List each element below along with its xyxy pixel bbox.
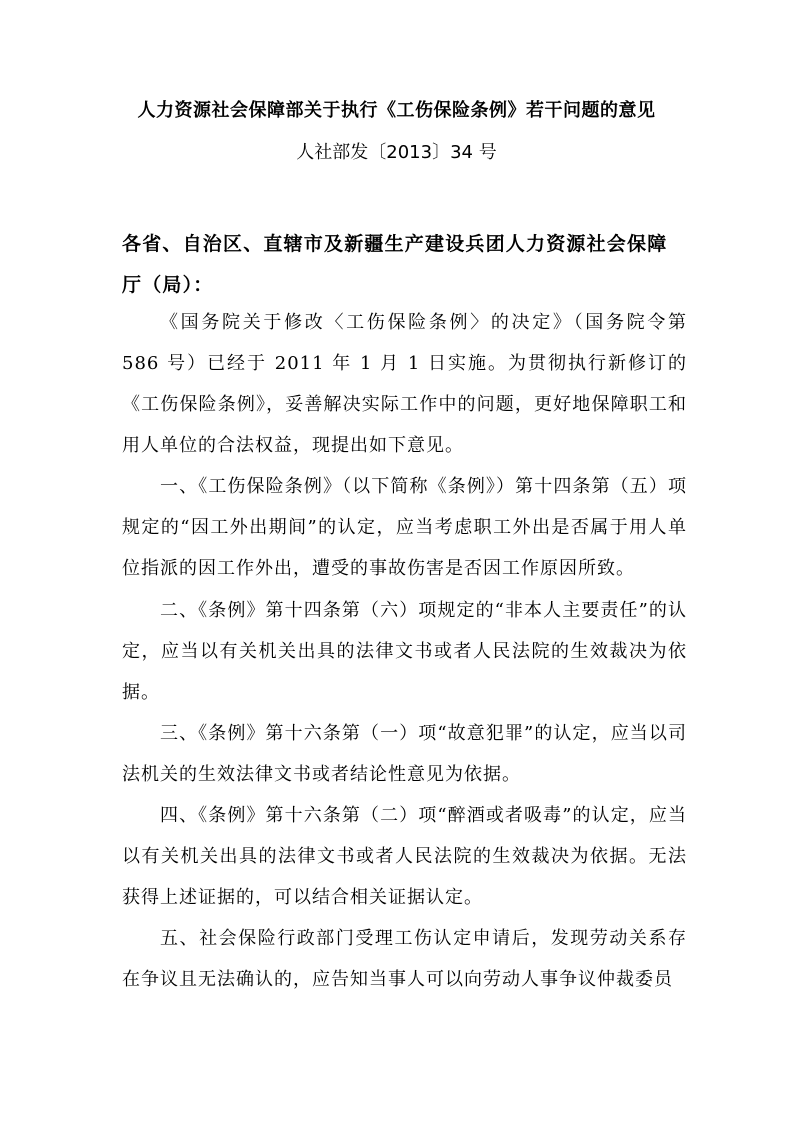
paragraph-item-2: 二、《条例》第十四条第（六）项规定的“非本人主要责任”的认定，应当以有关机关出具的法律文书或者人民法院的生效裁决为依据。 (122, 600, 687, 703)
paragraph-item-4: 四、《条例》第十六条第（二）项“醉酒或者吸毒”的认定，应当以有关机关出具的法律文书或者人民法院的生效裁决为依据。无法获得上述证据的，可以结合相关证据认定。 (122, 805, 687, 908)
document-number: 人社部发〔2013〕34 号 (296, 142, 497, 163)
paragraph-item-3: 三、《条例》第十六条第（一）项“故意犯罪”的认定，应当以司法机关的生效法律文书或者结论性意见为依据。 (122, 723, 687, 785)
document-title: 人力资源社会保障部关于执行《工伤保险条例》若干问题的意见 (137, 100, 656, 121)
addressee: 各省、自治区、直辖市及新疆生产建设兵团人力资源社会保障厅（局）： (122, 233, 668, 296)
paragraph-item-1: 一、《工伤保险条例》（以下简称《条例》）第十四条第（五）项规定的“因工外出期间”的认定，应当考虑职工外出是否属于用人单位指派的因工作外出，遭受的事故伤害是否因工作原因所致。 (122, 476, 687, 579)
paragraph-item-5: 五、社会保险行政部门受理工伤认定申请后，发现劳动关系存在争议且无法确认的，应告知当事人可以向劳动人事争议仲裁委员 (122, 928, 687, 990)
paragraph-intro: 《国务院关于修改〈工伤保险条例〉的决定》（国务院令第 586 号）已经于 2011 年 1 月 1 日实施。为贯彻执行新修订的《工伤保险条例》，妥善解决实际工作中的问题，更好地保障职工和用人单位的合法权益，现提出如下意见。 (122, 312, 687, 456)
